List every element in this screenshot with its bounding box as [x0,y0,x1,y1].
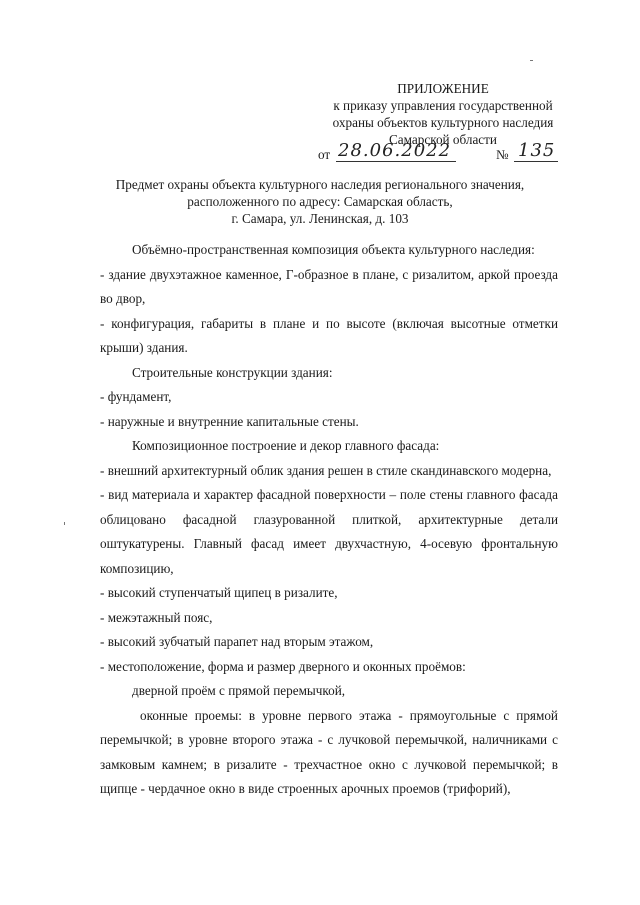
date-underline [336,161,456,162]
date-prefix: от [318,147,331,162]
list-item: - конфигурация, габариты в плане и по высоте (включая высотные отметки крыши) здания. [100,315,558,355]
subject-line: расположенного по адресу: Самарская область, [187,194,453,209]
list-item: - высокий ступенчатый щипец в ризалите, [100,585,338,600]
list-item: - наружные и внутренние капитальные стены. [100,413,359,429]
number-underline [514,161,558,162]
appendix-line: к приказу управления государственной [333,98,553,113]
appendix-title: ПРИЛОЖЕНИЕ [397,81,489,96]
list-item: - внешний архитектурный облик здания решен в стиле скандинавского модерна, [100,462,552,478]
scan-speck [530,60,533,61]
list-item: - межэтажный пояс, [100,609,213,625]
appendix-block [318,80,568,148]
handwritten-date: 28.06.2022 [338,140,452,161]
appendix-line: охраны объектов культурного наследия [332,115,554,130]
list-item: - вид материала и характер фасадной поверхности – поле стены главного фасада облицовано фасадной глазурованной плиткой, архитектурные детали оштукатурены. Главный фасад имеет двухчастную, 4-осевую фронтальную композицию, [100,487,558,576]
scan-speck [64,522,65,525]
section-heading-volume: Объёмно-пространственная композиция объекта культурного наследия: [132,242,535,257]
section-heading-structures: Строительные конструкции здания: [132,364,333,380]
subject-heading [80,176,560,227]
sub-item-windows: оконные проемы: в уровне первого этажа - прямоугольные с прямой перемычкой; в уровне второго этажа - с лучковой перемычкой, наличниками с замковым камнем; в ризалите - трехчастное окно с лучковой перемычкой; в щипце - чердачное окно в виде строенных арочных проемов (трифорий), [100,707,558,796]
sub-item-door: дверной проём с прямой перемычкой, [132,683,346,698]
list-item: - фундамент, [100,389,172,404]
subject-line: г. Самара, ул. Ленинская, д. 103 [231,211,409,226]
section-heading-facade: Композиционное построение и декор главного фасада: [132,438,440,453]
handwritten-number: 135 [518,140,556,161]
list-item: - местоположение, форма и размер дверного и оконных проёмов: [100,658,466,674]
number-prefix: № [496,147,509,162]
list-item: - здание двухэтажное каменное, Г-образное в плане, с ризалитом, аркой проезда во двор, [100,266,558,306]
list-item: - высокий зубчатый парапет над вторым этажом, [100,634,374,649]
order-date-number-row [318,140,568,165]
protection-subject-body [100,238,558,802]
subject-line: Предмет охраны объекта культурного наследия регионального значения, [115,177,525,192]
appendix-line: Самарской области [389,132,497,147]
